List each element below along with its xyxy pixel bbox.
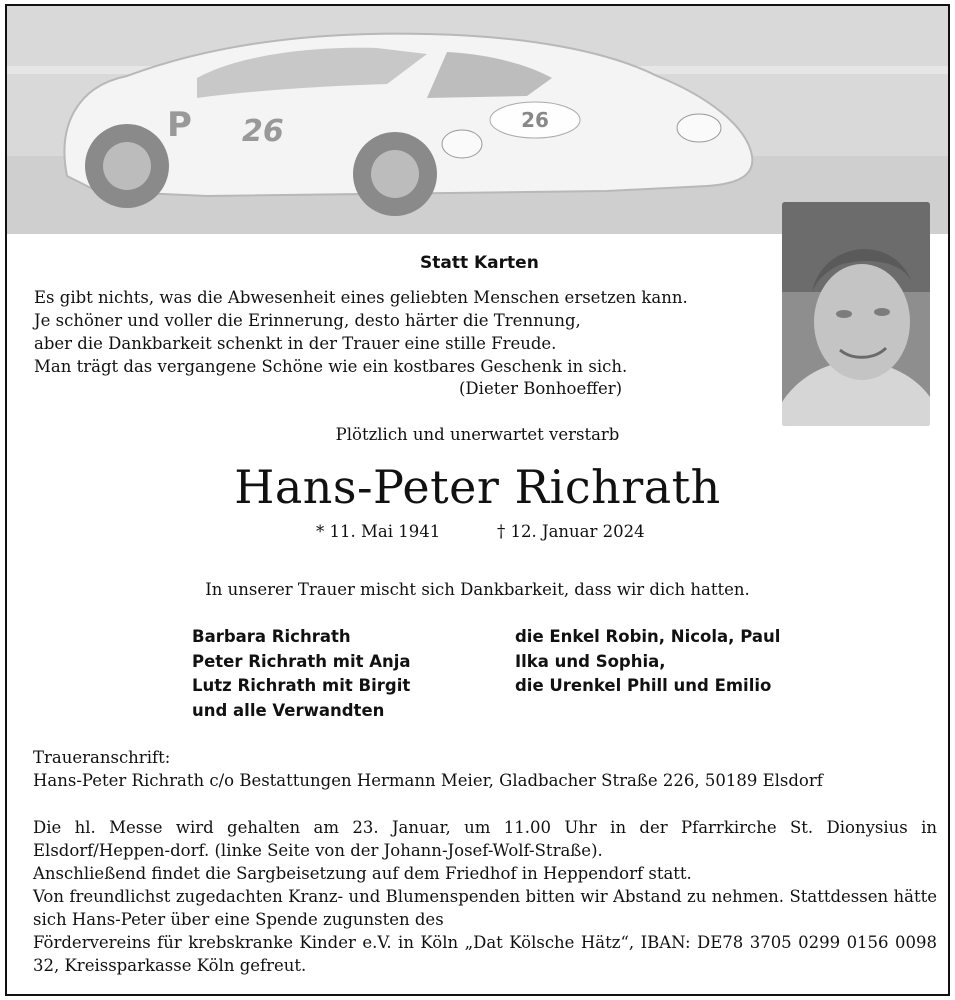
address-label: Traueranschrift:: [33, 748, 171, 767]
quote-line: aber die Dankbarkeit schenkt in der Trauer eine stille Freude.: [34, 334, 557, 353]
family-member: Peter Richrath mit Anja: [192, 651, 411, 671]
family-member: und alle Verwandten: [192, 700, 385, 720]
portrait-image: [782, 202, 930, 426]
quote-author: (Dieter Bonhoeffer): [459, 379, 623, 398]
car-number-front: 26: [521, 108, 549, 132]
service-mass: Die hl. Messe wird gehalten am 23. Januar, um 11.00 Uhr in der Pfarrkirche St. Dionysius in Elsdorf/Heppen-dorf. (linke Seite von der Johann-Josef-Wolf-Straße).: [33, 818, 937, 860]
birth-date: * 11. Mai 1941: [316, 522, 441, 541]
quote-text: [34, 286, 714, 378]
service-details: [33, 816, 937, 977]
deceased-name: Hans-Peter Richrath: [234, 460, 721, 514]
family-member: die Enkel Robin, Nicola, Paul: [515, 627, 781, 646]
race-car-image: [7, 6, 948, 234]
family-list-left: [192, 625, 411, 723]
quote-line: Je schöner und voller die Erinnerung, desto härter die Trennung,: [34, 311, 581, 330]
family-list-right: [515, 625, 780, 699]
mourning-address: [33, 746, 933, 792]
obituary-card: [5, 4, 950, 996]
service-donation-account: Fördervereins für krebskranke Kinder e.V. in Köln „Dat Kölsche Hätz“, IBAN: DE78 3705 0299 0156 0098 32, Kreissparkasse Köln gefreut.: [33, 933, 937, 975]
family-member: die Urenkel Phill und Emilio: [515, 676, 772, 695]
quote-line: Es gibt nichts, was die Abwesenheit eines geliebten Menschen ersetzen kann.: [34, 288, 688, 307]
car-letter: P: [167, 105, 192, 145]
family-member: Barbara Richrath: [192, 627, 351, 646]
service-burial: Anschließend findet die Sargbeisetzung auf dem Friedhof in Heppendorf statt.: [33, 864, 692, 883]
address-line: Hans-Peter Richrath c/o Bestattungen Hermann Meier, Gladbacher Straße 226, 50189 Elsdorf: [33, 771, 823, 790]
announcement-intro: Plötzlich und unerwartet verstarb: [335, 425, 620, 444]
quote-title: Statt Karten: [420, 253, 539, 273]
death-date: † 12. Januar 2024: [497, 522, 645, 541]
thanks-line: In unserer Trauer mischt sich Dankbarkeit, dass wir dich hatten.: [205, 580, 750, 599]
family-member: Ilka und Sophia,: [515, 651, 666, 671]
quote-line: Man trägt das vergangene Schöne wie ein kostbares Geschenk in sich.: [34, 357, 628, 376]
family-member: Lutz Richrath mit Birgit: [192, 676, 411, 695]
car-number-side: 26: [242, 114, 284, 149]
race-car-banner: [7, 6, 948, 234]
portrait-photo: [782, 202, 930, 426]
service-donation: Von freundlichst zugedachten Kranz- und Blumenspenden bitten wir Abstand zu nehmen. Stattdessen hätte sich Hans-Peter über eine Spende zugunsten des: [33, 887, 937, 929]
